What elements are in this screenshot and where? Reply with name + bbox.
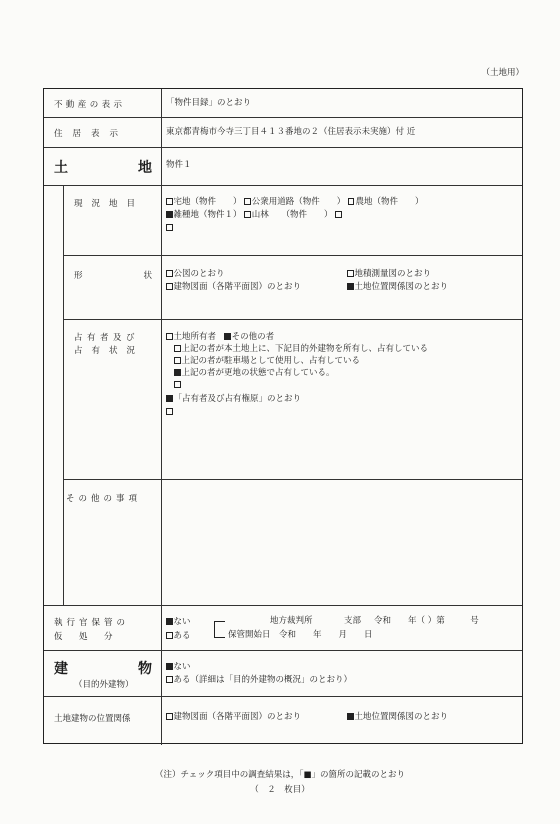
relation-option: [347, 711, 448, 723]
custody-label-2: 仮 処 分: [54, 632, 117, 642]
property-label-text: 不動産の表示: [54, 100, 126, 110]
shape-label: [74, 269, 152, 281]
option-label: 建物図面（各階平面図）のとおり: [173, 712, 302, 722]
land-category-label: 現況地目: [74, 199, 145, 209]
shape-label-left: 形: [74, 271, 83, 281]
occupant-sub: [174, 367, 335, 379]
occupant-sub: [174, 355, 360, 367]
option-label: その他の者: [231, 332, 275, 342]
building-heading-left: 建: [54, 661, 68, 677]
address-label: 住居表示: [54, 129, 129, 139]
option-label: 雑種地（物件１）: [173, 210, 242, 220]
checkbox[interactable]: [347, 283, 354, 290]
checkbox[interactable]: [166, 713, 173, 720]
column-divider: [161, 89, 162, 745]
occupant-label-1: 占有者及び: [74, 333, 140, 343]
property-label: [54, 98, 152, 110]
divider: [63, 479, 522, 480]
footnote: （注）チェック項目中の調査結果は，「■」の箇所の記載のとおり: [154, 770, 406, 780]
building-heading: [54, 658, 152, 678]
occupant-sub: [174, 379, 182, 391]
checkbox[interactable]: [166, 632, 173, 639]
shape-label-right: 状: [143, 271, 152, 281]
building-sub-label: （目的外建物）: [74, 680, 134, 690]
checkbox[interactable]: [335, 211, 342, 218]
option-label: ない: [173, 662, 191, 672]
custody-label-1: 執行官保管の: [54, 618, 130, 628]
form-type-label: （土地用）: [481, 68, 524, 78]
land-category-line-1: [166, 196, 423, 208]
option-label: 公図のとおり: [173, 269, 225, 279]
occupant-after: [166, 393, 301, 405]
occupant-label-2: 占有状況: [74, 346, 145, 356]
checkbox[interactable]: [224, 333, 231, 340]
shape-option: [166, 268, 225, 280]
indent-divider: [63, 185, 64, 605]
building-yes: [166, 674, 352, 686]
custody-none: [166, 616, 191, 628]
option-label: ない: [173, 617, 191, 627]
land-heading-left: 土: [54, 160, 68, 176]
checkbox[interactable]: [166, 224, 173, 231]
land-value: 物件１: [166, 160, 192, 170]
option-label: 上記の者が本土地上に、下記目的外建物を所有し、占有している: [181, 344, 429, 354]
case-number: 令和 年（ ）第 号: [374, 616, 479, 626]
checkbox[interactable]: [166, 663, 173, 670]
land-category-line-3: [166, 222, 174, 234]
other-matters-label: その他の事項: [66, 494, 142, 504]
checkbox[interactable]: [166, 283, 173, 290]
checkbox[interactable]: [347, 270, 354, 277]
checkbox[interactable]: [244, 211, 251, 218]
checkbox[interactable]: [166, 333, 173, 340]
divider: [44, 117, 522, 118]
checkbox[interactable]: [347, 713, 354, 720]
checkbox[interactable]: [166, 211, 173, 218]
survey-form: [43, 88, 523, 744]
occupant-sub: [174, 343, 428, 355]
option-label: 公衆用道路（物件 ）: [251, 197, 346, 207]
divider: [44, 185, 522, 186]
option-label: 上記の者が更地の状態で占有している。: [181, 368, 335, 378]
divider: [44, 650, 522, 651]
option-label: ある: [173, 631, 191, 641]
occupant-head: [166, 331, 274, 343]
bracket: [214, 629, 225, 638]
option-label: 土地位置関係図のとおり: [354, 712, 449, 722]
custody-start-date: 保管開始日 令和 年 月 日: [228, 630, 373, 640]
page-number: （ ２ 枚目）: [250, 785, 310, 795]
property-value: 「物件目録」のとおり: [166, 98, 252, 108]
option-label: 上記の者が駐車場として使用し、占有している: [181, 356, 361, 366]
option-label: 「占有者及び占有権原」のとおり: [173, 394, 302, 404]
option-label: 土地所有者: [173, 332, 217, 342]
checkbox[interactable]: [174, 369, 181, 376]
option-label: 建物図面（各階平面図）のとおり: [173, 282, 302, 292]
address-value: 東京都青梅市今寺三丁目４１３番地の２（住居表示未実施）付 近: [166, 127, 416, 137]
shape-option: [347, 281, 448, 293]
shape-option: [347, 268, 431, 280]
checkbox[interactable]: [166, 395, 173, 402]
building-heading-right: 物: [138, 661, 152, 677]
divider: [44, 696, 522, 697]
option-label: 地積測量図のとおり: [354, 269, 432, 279]
checkbox[interactable]: [244, 198, 251, 205]
building-none: [166, 661, 191, 673]
divider: [63, 255, 522, 256]
checkbox[interactable]: [174, 357, 181, 364]
option-label: 土地位置関係図のとおり: [354, 282, 449, 292]
court-name: 地方裁判所: [270, 616, 313, 626]
court-branch: 支部: [344, 616, 362, 626]
checkbox[interactable]: [166, 676, 173, 683]
custody-yes: [166, 630, 191, 642]
divider: [63, 319, 522, 320]
checkbox[interactable]: [166, 198, 173, 205]
checkbox[interactable]: [166, 270, 173, 277]
occupant-after: [166, 406, 174, 418]
checkbox[interactable]: [174, 381, 181, 388]
checkbox[interactable]: [174, 345, 181, 352]
divider: [44, 147, 522, 148]
option-label: ある（詳細は「目的外建物の概況」のとおり）: [173, 675, 353, 685]
divider: [44, 605, 522, 606]
land-heading-right: 地: [138, 160, 152, 176]
option-label: 宅地（物件 ）: [173, 197, 242, 207]
checkbox[interactable]: [166, 618, 173, 625]
relation-option: [166, 711, 301, 723]
checkbox[interactable]: [166, 408, 173, 415]
relation-label: 土地建物の位置関係: [54, 714, 131, 724]
option-label: 山林 （物件 ）: [251, 210, 333, 220]
option-label: 農地（物件 ）: [355, 197, 424, 207]
checkbox[interactable]: [348, 198, 355, 205]
land-category-line-2: [166, 209, 343, 221]
shape-option: [166, 281, 301, 293]
land-heading: [54, 157, 152, 177]
